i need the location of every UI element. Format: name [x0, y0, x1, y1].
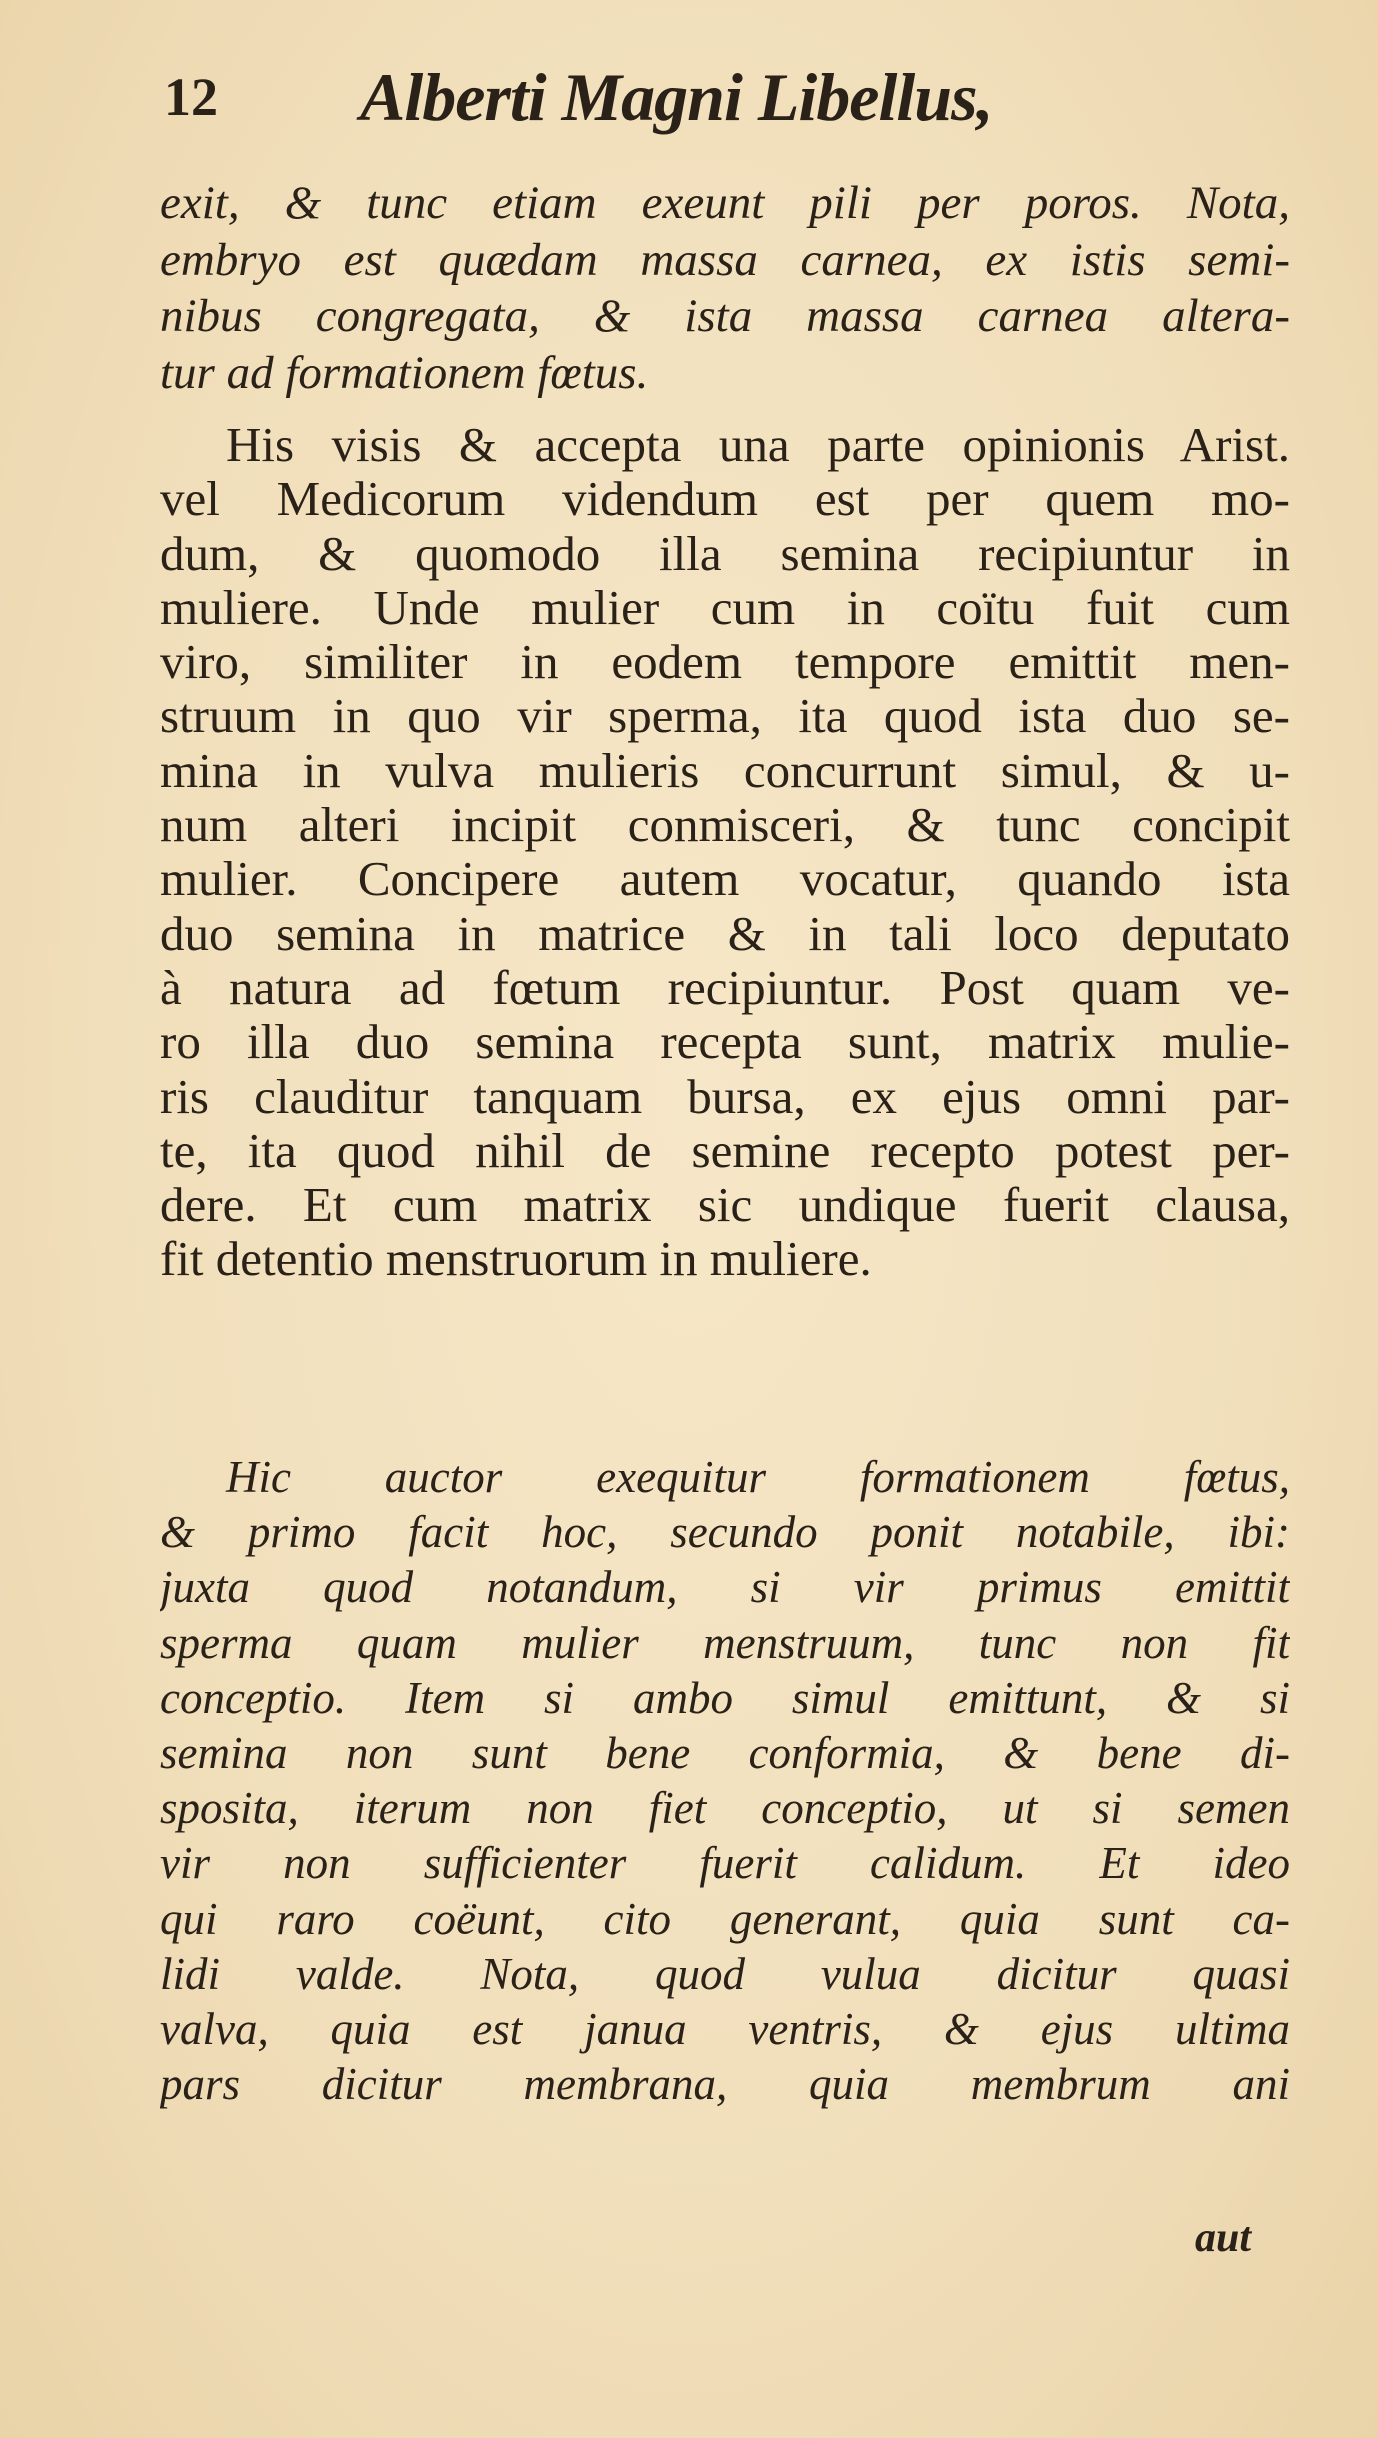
text-line: fit detentio menstruorum in muliere.	[160, 1232, 872, 1287]
text-line: vel Medicorum videndum est per quem mo-	[160, 472, 1290, 527]
running-title: Alberti Magni Libellus,	[360, 59, 993, 135]
text-line: viro, similiter in eodem tempore emittit men-	[160, 635, 1290, 690]
text-line: semina non sunt bene conformia, & bene di-	[160, 1727, 1290, 1778]
text-line: nibus congregata, & ista massa carnea altera-	[160, 290, 1290, 342]
text-line: mulier. Concipere autem vocatur, quando ista	[160, 852, 1290, 907]
catchword: aut	[1195, 2215, 1252, 2261]
text-line: dere. Et cum matrix sic undique fuerit clausa,	[160, 1178, 1290, 1233]
main-paragraph	[160, 418, 1290, 1287]
page-number: 12	[164, 67, 218, 127]
text-line: lidi valde. Nota, quod vulua dicitur quasi	[160, 1948, 1290, 1999]
text-line: struum in quo vir sperma, ita quod ista duo se-	[160, 689, 1290, 744]
text-line: mina in vulva mulieris concurrunt simul, & u-	[160, 743, 1290, 798]
text-line: conceptio. Item si ambo simul emittunt, & si	[160, 1672, 1290, 1723]
text-line: duo semina in matrice & in tali loco deputato	[160, 906, 1290, 961]
text-line: muliere. Unde mulier cum in coïtu fuit cum	[160, 580, 1290, 635]
text-line: qui raro coëunt, cito generant, quia sunt ca-	[160, 1893, 1290, 1944]
text-line: exit, & tunc etiam exeunt pili per poros. Nota,	[160, 177, 1290, 229]
text-line: His visis & accepta una parte opinionis Arist.	[226, 418, 1290, 472]
text-line: à natura ad fœtum recipiuntur. Post quam ve-	[160, 960, 1290, 1015]
text-line: & primo facit hoc, secundo ponit notabile, ibi:	[160, 1507, 1290, 1558]
text-line: sposita, iterum non fiet conceptio, ut si semen	[160, 1783, 1290, 1834]
text-line: vir non sufficienter fuerit calidum. Et ideo	[160, 1838, 1290, 1889]
text-line: pars dicitur membrana, quia membrum ani	[160, 2059, 1290, 2110]
text-line: te, ita quod nihil de semine recepto potest per-	[160, 1123, 1290, 1178]
page-header	[150, 58, 1300, 148]
text-line: tur ad formationem fœtus.	[160, 346, 649, 399]
text-line: sperma quam mulier menstruum, tunc non fit	[160, 1617, 1290, 1668]
commentary-paragraph	[160, 1450, 1290, 2112]
text-line: embryo est quædam massa carnea, ex istis semi-	[160, 233, 1290, 286]
text-line: num alteri incipit conmisceri, & tunc concipit	[160, 798, 1290, 853]
text-line: ro illa duo semina recepta sunt, matrix mulie-	[160, 1015, 1290, 1070]
text-line: valva, quia est janua ventris, & ejus ultima	[160, 2003, 1290, 2054]
text-line: ris clauditur tanquam bursa, ex ejus omni par-	[160, 1069, 1290, 1124]
text-line: Hic auctor exequitur formationem fœtus,	[226, 1452, 1290, 1502]
intro-paragraph	[160, 175, 1290, 401]
text-line: dum, & quomodo illa semina recipiuntur in	[160, 526, 1290, 581]
text-line: juxta quod notandum, si vir primus emittit	[160, 1562, 1290, 1613]
